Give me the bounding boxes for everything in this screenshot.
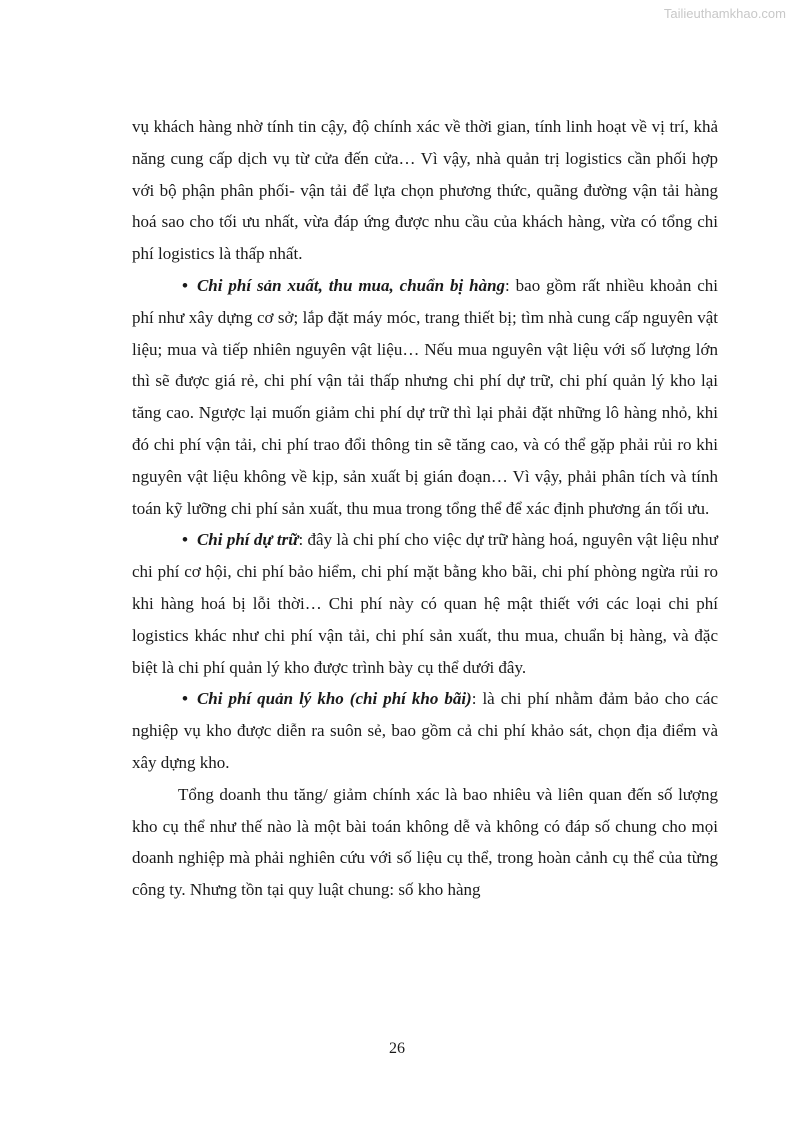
text-inventory-cost: : đây là chi phí cho việc dự trữ hàng hoá, nguyên vật liệu như chi phí cơ hội, chi phí bảo hiểm, chi phí mặt bằng kho bãi, chi phí phòng ngừa rủi ro khi hàng hoá bị lỗi thời… Chi phí này có quan hệ mật thiết với các loại chi phí logistics khác như chi phí vận tải, chi phí sản xuất, thu mua, chuẩn bị hàng, và đặc biệt là chi phí quản lý kho được trình bày cụ thể dưới đây. [132, 530, 719, 677]
watermark: Tailieuthamkhao.com [663, 6, 786, 21]
paragraph-revenue: Tổng doanh thu tăng/ giảm chính xác là bao nhiêu và liên quan đến số lượng kho cụ thể như thế nào là một bài toán không dễ và không có đáp số chung cho mọi doanh nghiệp mà phải nghiên cứu với số liệu cụ thể, trong hoàn cảnh cụ thể của từng công ty. Nhưng tồn tại quy luật chung: số kho hàng [132, 784, 718, 900]
bullet-item-warehouse-cost [132, 683, 718, 778]
bullet-icon: • [182, 275, 188, 295]
bullet-item-inventory-cost [132, 524, 718, 683]
page-number: 26 [389, 1040, 405, 1057]
bullet-icon: • [182, 530, 188, 550]
bullet-icon: • [182, 689, 188, 709]
term-warehouse-cost: Chi phí quản lý kho (chi phí kho bãi) [196, 689, 472, 709]
page-body [132, 111, 718, 906]
term-production-cost: Chi phí sản xuất, thu mua, chuẩn bị hàng [196, 275, 506, 295]
paragraph-continuation: vụ khách hàng nhờ tính tin cậy, độ chính xác về thời gian, tính linh hoạt về vị trí, khả năng cung cấp dịch vụ từ cửa đến cửa… Vì vậy, nhà quản trị logistics cần phối hợp với bộ phận phân phối- vận tải để lựa chọn phương thức, quãng đường vận tải hàng hoá sao cho tối ưu nhất, vừa đáp ứng được nhu cầu của khách hàng, vừa có tổng chi phí logistics là thấp nhất. [132, 117, 718, 264]
text-production-cost: : bao gồm rất nhiều khoản chi phí như xây dựng cơ sở; lắp đặt máy móc, trang thiết bị; tìm nhà cung cấp nguyên vật liệu; mua và tiếp nhiên nguyên vật liệu… Nếu mua nguyên vật liệu với số lượng lớn thì sẽ được giá rẻ, chi phí vận tải thấp nhưng chi phí dự trữ, chi phí quản lý kho lại tăng cao. Ngược lại muốn giảm chi phí dự trữ thì lại phải đặt những lô hàng nhỏ, khi đó chi phí vận tải, chi phí trao đổi thông tin sẽ tăng cao, và có thể gặp phải rủi ro khi nguyên vật liệu không về kịp, sản xuất bị gián đoạn… Vì vậy, phải phân tích và tính toán kỹ lưỡng chi phí sản xuất, thu mua trong tổng thể để xác định phương án tối ưu. [132, 275, 718, 518]
bullet-item-production-cost [132, 270, 718, 524]
term-inventory-cost: Chi phí dự trữ [196, 530, 299, 550]
text-warehouse-cost: : là chi phí nhằm đảm bảo cho các nghiệp vụ kho được diễn ra suôn sẻ, bao gồm cả chi phí khảo sát, chọn địa điểm và xây dựng kho. [132, 689, 718, 772]
